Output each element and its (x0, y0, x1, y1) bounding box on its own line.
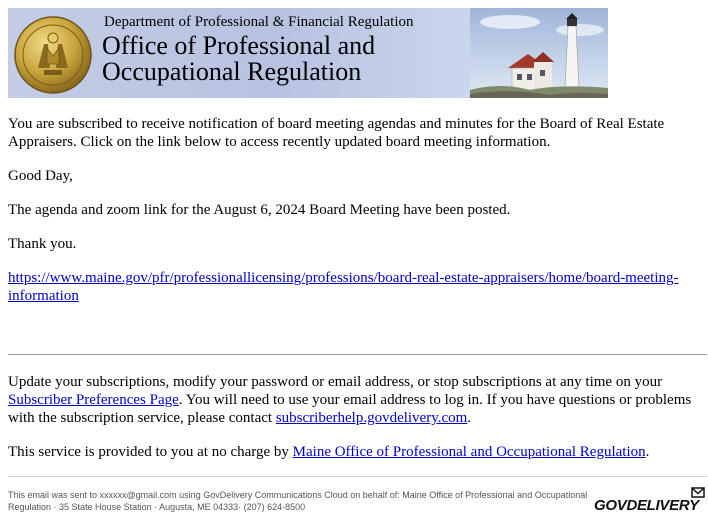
office-title-line1: Office of Professional and (102, 31, 376, 60)
subscriber-preferences-link[interactable]: Subscriber Preferences Page (8, 392, 179, 408)
subscription-paragraph (8, 373, 708, 427)
office-title-line2: Occupational Regulation (102, 57, 362, 86)
divider (8, 354, 707, 355)
intro-paragraph: You are subscribed to receive notification of board meeting agendas and minutes for the Board of Real Estate Appraisers. Click on the link below to access recently updated board meeting information. (8, 116, 665, 150)
service-text-after: . (645, 444, 650, 460)
subscription-text-before: Update your subscriptions, modify your password or email address, or stop subscriptions at any time on your (8, 374, 663, 390)
department-title: Department of Professional & Financial Regulation (104, 14, 414, 30)
subscription-text-after: . (467, 410, 472, 426)
lighthouse-photo (470, 8, 608, 98)
board-meeting-link[interactable]: https://www.maine.gov/pfr/professionallicensing/professions/board-real-estate-appraisers/home/board-meeting-information (8, 270, 679, 304)
envelope-icon (692, 488, 704, 497)
maine-state-seal-icon (14, 16, 92, 94)
service-text-before: This service is provided to you at no charge by (8, 444, 293, 460)
office-title (102, 33, 375, 85)
footer-text: This email was sent to xxxxxx@gmail.com using GovDelivery Communications Cloud on behalf of: Maine Office of Professional and Occupational Regulation · 35 State House Station · Augusta, ME 04333· (207) 624-8500 (8, 490, 588, 512)
agenda-announcement: The agenda and zoom link for the August 6, 2024 Board Meeting have been posted. (8, 202, 511, 218)
meeting-link-paragraph (8, 269, 688, 305)
subscription-text-middle: . You will need to use your email address to log in. If you have questions or problems with the subscription service, please contact (8, 392, 692, 426)
thanks-line: Thank you. (8, 236, 77, 252)
footer-divider (8, 476, 707, 477)
maine-office-link[interactable]: Maine Office of Professional and Occupational Regulation (292, 444, 646, 460)
header-banner (8, 8, 608, 98)
govdelivery-logo (592, 485, 706, 517)
greeting: Good Day, (8, 168, 73, 184)
subscriber-help-link[interactable]: subscriberhelp.govdelivery.com (275, 410, 468, 426)
govdelivery-logo-text: GOVDELIVERY (594, 497, 699, 514)
service-paragraph (8, 443, 708, 461)
